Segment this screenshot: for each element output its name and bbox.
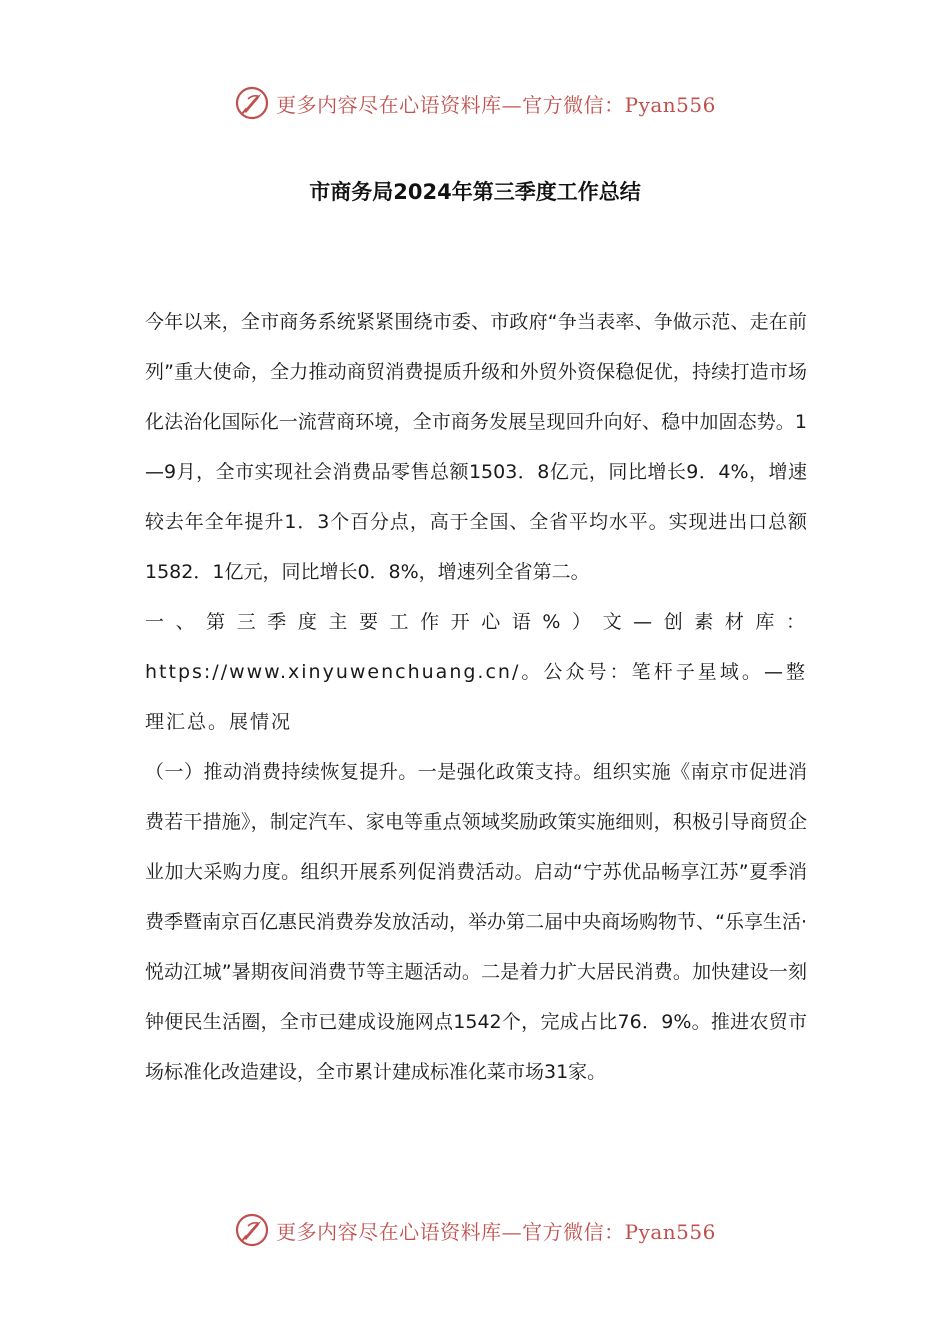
banner-text: 更多内容尽在心语资料库—官方微信：Pyan556 (276, 92, 716, 117)
pen-nib-logo-icon (234, 85, 270, 121)
intro-paragraph: 今年以来，全市商务系统紧紧围绕市委、市政府“争当表率、争做示范、走在前列”重大使命，全力推动商贸消费提质升级和外贸外资保稳促优，持续打造市场化法治化国际化一流营商环境，全市商务发展呈现回升向好、稳中加固态势。1—9月，全市实现社会消费品零售总额1503．8亿元，同比增长9．4%，增速较去年全年提升1．3个百分点，高于全国、全省平均水平。实现进出口总额1582．1亿元，同比增长0．8%，增速列全省第二。 (145, 311, 807, 583)
document-body (145, 297, 807, 1097)
header-banner (0, 81, 950, 125)
document-title: 市商务局2024年第三季度工作总结 (309, 180, 641, 204)
footer-banner (0, 1208, 950, 1252)
banner-content (234, 85, 716, 121)
body-paragraph: （一）推动消费持续恢复提升。一是强化政策支持。组织实施《南京市促进消费若干措施》，制定汽车、家电等重点领域奖励政策实施细则，积极引导商贸企业加大采购力度。组织开展系列促消费活动。启动“宁苏优品畅享江苏”夏季消费季暨南京百亿惠民消费券发放活动，举办第二届中央商场购物节、“乐享生活·悦动江城”暑期夜间消费节等主题活动。二是着力扩大居民消费。加快建设一刻钟便民生活圈，全市已建成设施网点1542个，完成占比76．9%。推进农贸市场标准化改造建设，全市累计建成标准化菜市场31家。 (145, 761, 807, 1083)
banner-text: 更多内容尽在心语资料库—官方微信：Pyan556 (276, 1219, 716, 1244)
section-heading: 一、第三季度主要工作开心语%）文—创素材库：https://www.xinyuwenchuang.cn/。公众号：笔杆子星域。—整理汇总。展情况 (145, 611, 807, 733)
pen-nib-logo-icon (234, 1212, 270, 1248)
banner-content (234, 1212, 716, 1248)
